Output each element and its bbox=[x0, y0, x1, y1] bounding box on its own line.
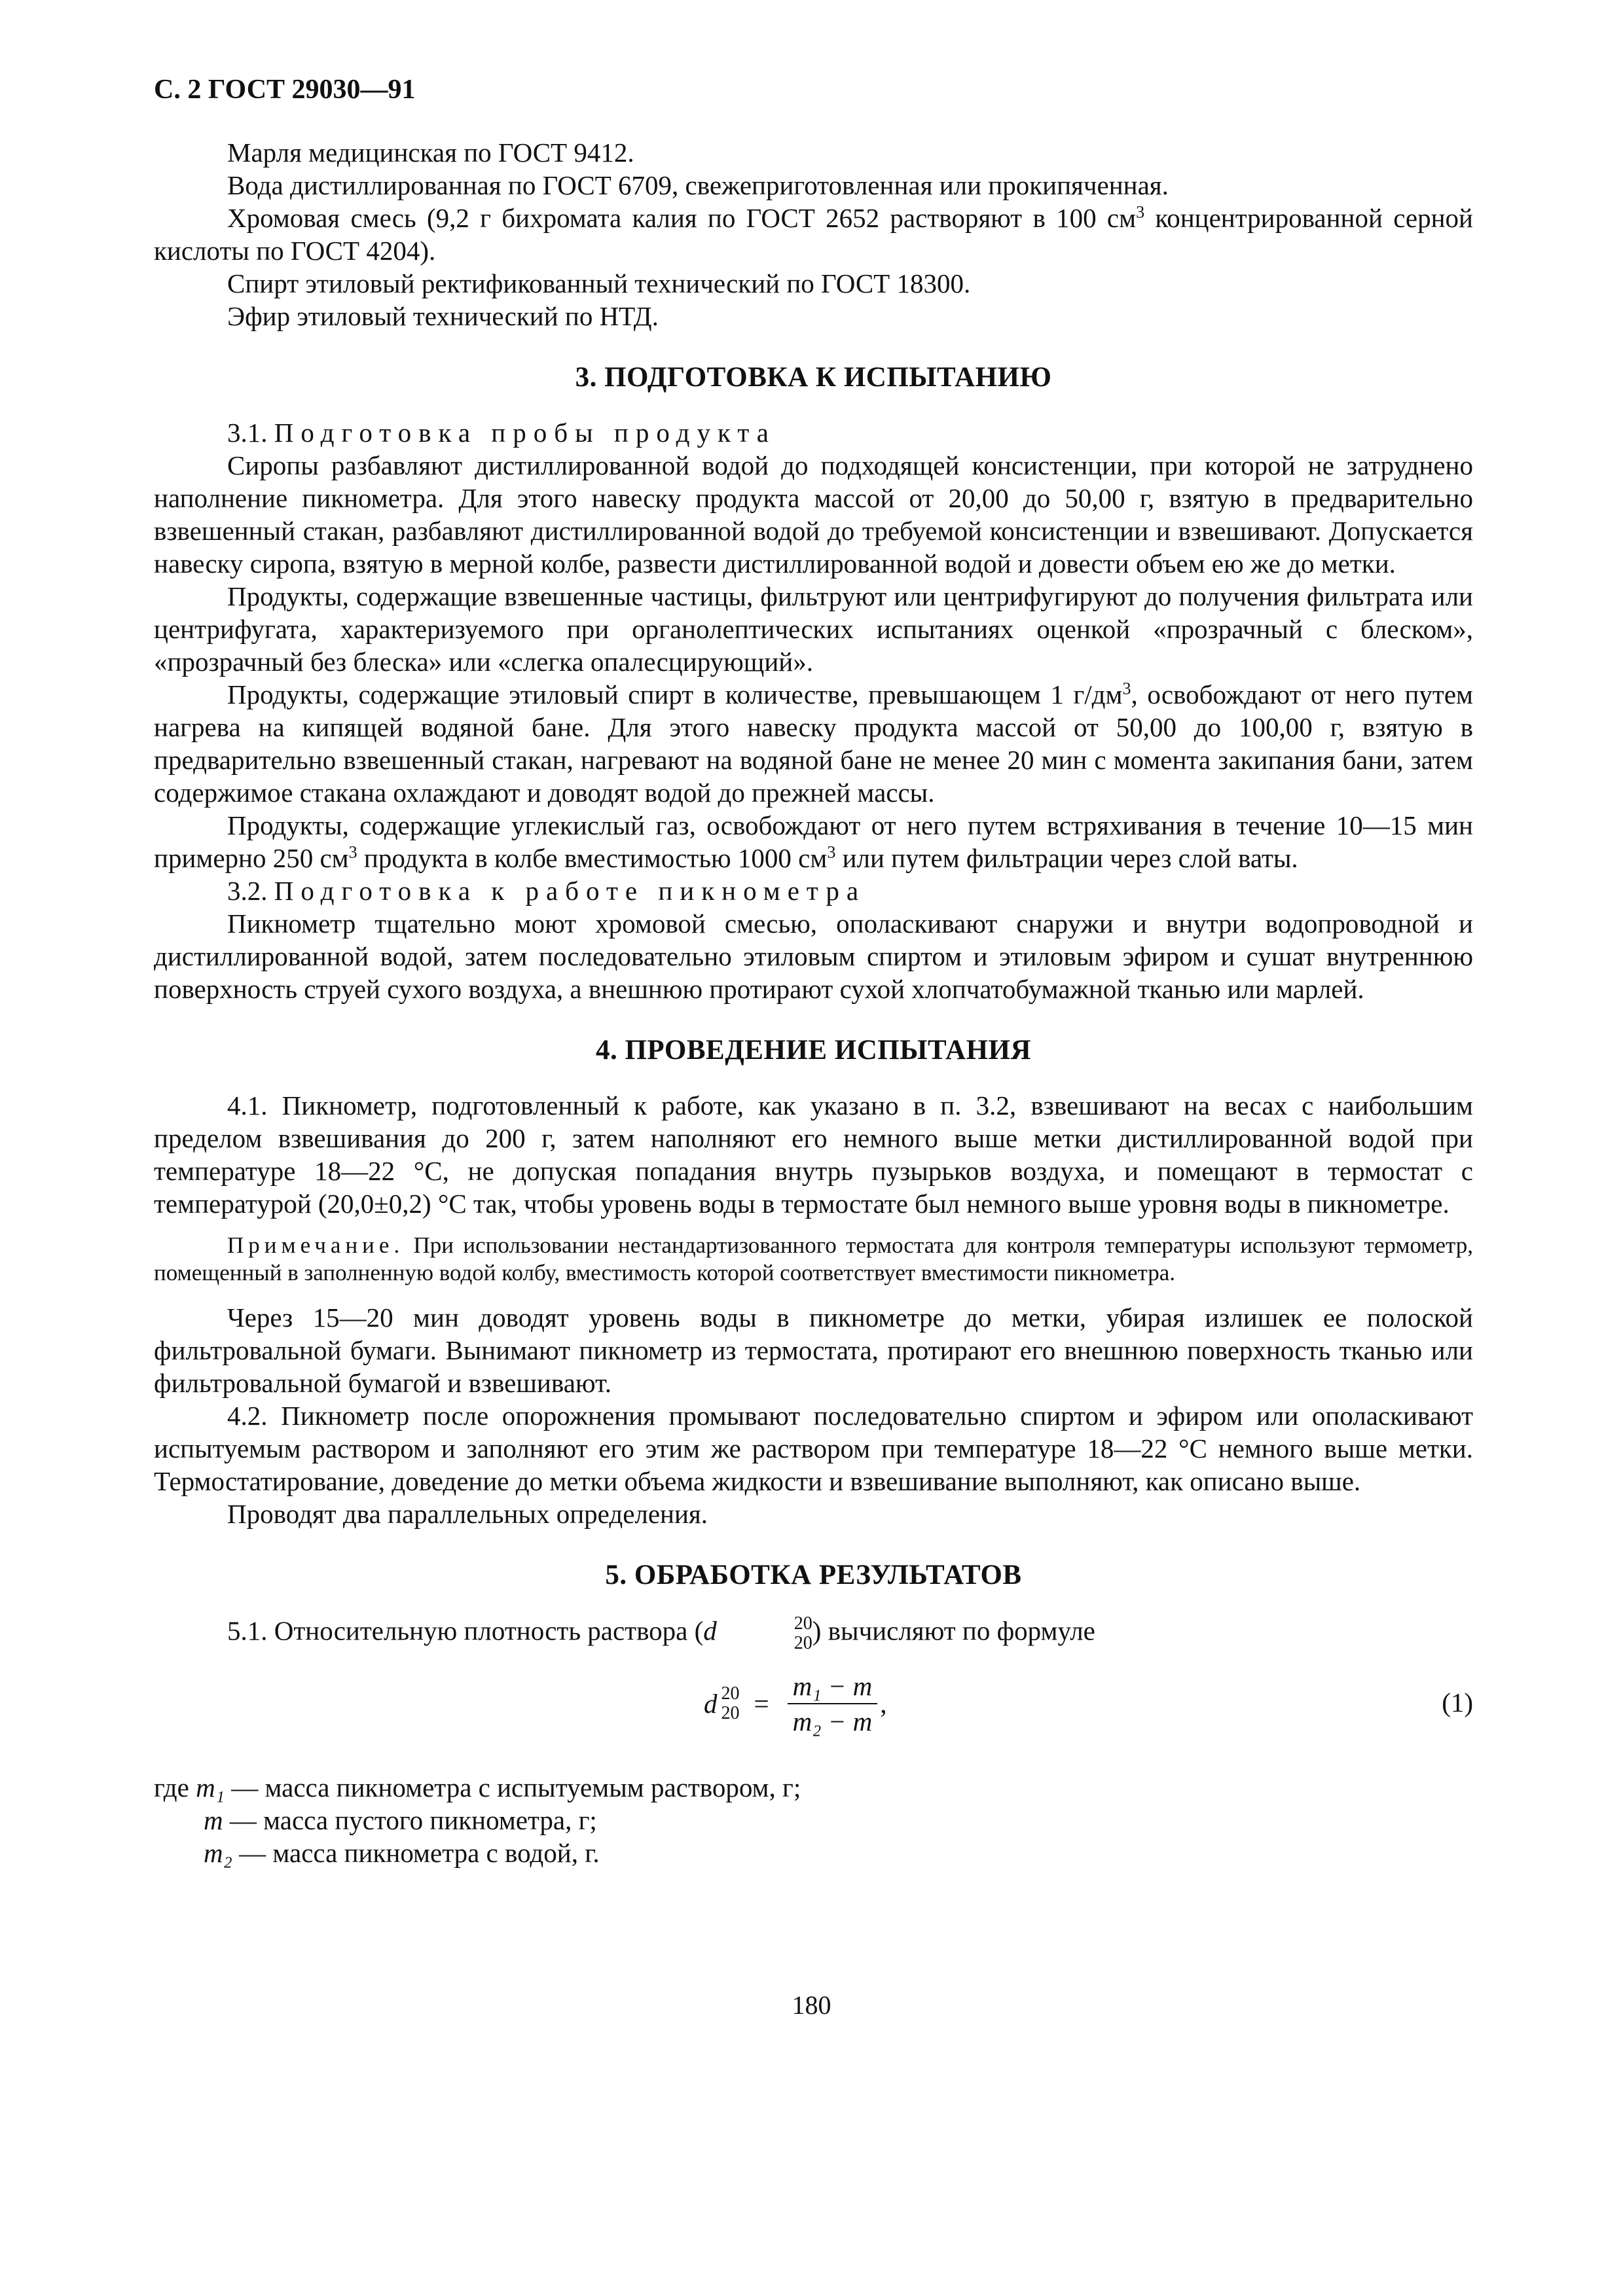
note-text: При использовании нестандартизованного термостата для контроля температуры используют термометр, помещенный в заполненную водой колбу, вместимость которой соответствует вместимости пикнометра. bbox=[154, 1232, 1473, 1285]
formula bbox=[704, 1669, 887, 1738]
legend-var: m₁ bbox=[196, 1772, 225, 1803]
note bbox=[154, 1232, 1473, 1287]
formula-numerator: m₁ − m bbox=[792, 1671, 873, 1701]
subsection-number: 3.2. bbox=[227, 876, 274, 906]
paragraph: Через 15—20 мин доводят уровень воды в пикнометре до метки, убирая излишек ее полоской фильтровальной бумаги. Вынимают пикнометр из термостата, протирают его внешнюю поверхность тканью или фильтровальной бумагой и взвешивают. bbox=[154, 1302, 1473, 1398]
paragraph bbox=[154, 678, 1473, 809]
paragraph-text: ) вычисляют по формуле bbox=[812, 1615, 1095, 1646]
material-chrome-mix bbox=[154, 202, 1473, 267]
legend-text: — масса пустого пикнометра, г; bbox=[223, 1805, 597, 1835]
formula-lhs-indices bbox=[721, 1684, 740, 1723]
note-label: Примечание. bbox=[227, 1232, 405, 1258]
document-header: С. 2 ГОСТ 29030—91 bbox=[154, 75, 416, 105]
material-alcohol: Спирт этиловый ректификованный технический по ГОСТ 18300. bbox=[227, 268, 971, 298]
legend-line bbox=[154, 1837, 1473, 1869]
paragraph-text: или путем фильтрации через слой ваты. bbox=[835, 843, 1298, 873]
document-page bbox=[154, 73, 1473, 1869]
formula-lhs-var: d bbox=[704, 1689, 718, 1719]
legend-text: — масса пикнометра с водой, г. bbox=[232, 1838, 600, 1868]
paragraph-text: продукта в колбе вместимостью 1000 см bbox=[357, 843, 828, 873]
density-sup: 20 bbox=[793, 1613, 812, 1634]
paragraph: Проводят два параллельных определения. bbox=[227, 1499, 708, 1529]
subsection-number: 3.1. bbox=[227, 418, 274, 448]
page-number: 180 bbox=[792, 1990, 831, 2020]
legend-line bbox=[154, 1804, 1473, 1837]
paragraph: Пикнометр тщательно моют хромовой смесью, ополаскивают снаружи и внутри водопроводной и дистиллированной водой, затем последовательно этиловым спиртом и этиловым эфиром и сушат внутреннюю поверхность струей сухого воздуха, а внешнюю протирают сухой хлопчатобумажной тканью или марлей. bbox=[154, 908, 1473, 1004]
paragraph-text: Продукты, содержащие углекислый газ, освобождают от него путем встряхивания в течение 10—15 мин примерно 250 см bbox=[154, 810, 1473, 873]
formula-equals: = bbox=[754, 1689, 769, 1719]
material-water: Вода дистиллированная по ГОСТ 6709, свежеприготовленная или прокипяченная. bbox=[227, 170, 1169, 200]
subsection-3-2-heading bbox=[154, 874, 1473, 907]
formula-number: (1) bbox=[1442, 1687, 1473, 1717]
paragraph bbox=[154, 809, 1473, 874]
legend-var: m₂ bbox=[204, 1838, 232, 1868]
formula-denominator: m₂ − m bbox=[792, 1706, 873, 1736]
section-4-title: 4. ПРОВЕДЕНИЕ ИСПЫТАНИЯ bbox=[595, 1035, 1032, 1066]
paragraph: Продукты, содержащие взвешенные частицы, фильтруют или центрифугируют до получения фильтрата или центрифугата, характеризуемого при органолептических испытаниях оценкой «прозрачный с блеском», «прозрачный без блеска» или «слегка опалесцирующий». bbox=[154, 581, 1473, 677]
paragraph: 4.2. Пикнометр после опорожнения промывают последовательно спиртом и эфиром или ополаскивают испытуемым раствором и заполняют его этим же раствором при температуре 18—22 °С немного выше метки. Термостатирование, доведение до метки объема жидкости и взвешивание выполняют, как описано выше. bbox=[154, 1401, 1473, 1496]
chrome-mix-sup: 3 bbox=[1136, 202, 1145, 222]
formula-comma: , bbox=[880, 1689, 887, 1719]
section-3-title: 3. ПОДГОТОВКА К ИСПЫТАНИЮ bbox=[575, 362, 1052, 393]
section-5-title: 5. ОБРАБОТКА РЕЗУЛЬТАТОВ bbox=[605, 1560, 1022, 1590]
paragraph: Сиропы разбавляют дистиллированной водой до подходящей консистенции, при которой не затруднено наполнение пикнометра. Для этого навеску продукта массой от 20,00 до 50,00 г, взятую в предварительно взвешенный стакан, разбавляют дистиллированной водой до требуемой консистенции и взвешивают. Допускается навеску сиропа, взятую в мерной колбе, развести дистиллированной водой и довести объем ею же до метки. bbox=[154, 450, 1473, 579]
subsection-title: Подготовка к работе пикнометра bbox=[274, 876, 866, 906]
formula-fraction bbox=[788, 1669, 878, 1738]
formula-lhs bbox=[704, 1684, 740, 1723]
unit-sup: 3 bbox=[827, 842, 836, 862]
subsection-title: Подготовка пробы продукта bbox=[274, 418, 776, 448]
chrome-mix-text: Хромовая смесь (9,2 г бихромата калия по ГОСТ 2652 растворяют в 100 см bbox=[227, 203, 1137, 233]
formula-lhs-sup: 20 bbox=[721, 1683, 740, 1704]
paragraph-text: Продукты, содержащие этиловый спирт в количестве, превышающем 1 г/дм bbox=[227, 679, 1123, 709]
legend-text: — масса пикнометра с испытуемым раствором, г; bbox=[224, 1772, 801, 1803]
density-indices bbox=[721, 1614, 812, 1653]
paragraph-text: , освобождают от него путем нагрева на кипящей водяной бане. Для этого навеску продукта массой от 50,00 до 100,00 г, взятую в предварительно взвешенный стакан, нагревают на водяной бане не менее 20 мин с момента закипания бани, затем содержимое стакана охлаждают и доводят водой до прежней массы. bbox=[154, 679, 1473, 808]
unit-sup: 3 bbox=[1122, 679, 1131, 698]
legend-prefix: где bbox=[154, 1772, 196, 1803]
paragraph-text: 5.1. Относительную плотность раствора ( bbox=[227, 1615, 704, 1646]
material-ether: Эфир этиловый технический по НТД. bbox=[227, 301, 659, 331]
legend-line bbox=[154, 1771, 1473, 1804]
material-gauze: Марля медицинская по ГОСТ 9412. bbox=[227, 137, 634, 168]
density-sub: 20 bbox=[793, 1633, 812, 1653]
paragraph bbox=[154, 1614, 1473, 1653]
formula-block bbox=[154, 1665, 1473, 1757]
subsection-3-1-heading bbox=[154, 416, 1473, 449]
chrome-mix-text-end: концентрированной серной кислоты по ГОСТ 4204). bbox=[154, 203, 1473, 266]
legend-var: m bbox=[204, 1805, 223, 1835]
unit-sup: 3 bbox=[348, 842, 357, 862]
formula-lhs-sub: 20 bbox=[721, 1703, 740, 1723]
density-symbol: d bbox=[703, 1615, 717, 1646]
paragraph: 4.1. Пикнометр, подготовленный к работе, как указано в п. 3.2, взвешивают на весах с наибольшим пределом взвешивания до 200 г, затем наполняют его немного выше метки дистиллированной водой при температуре 18—22 °С, не допуская попадания внутрь пузырьков воздуха, и помещают в термостат с температурой (20,0±0,2) °С так, чтобы уровень воды в термостате был немного выше уровня воды в пикнометре. bbox=[154, 1090, 1473, 1219]
